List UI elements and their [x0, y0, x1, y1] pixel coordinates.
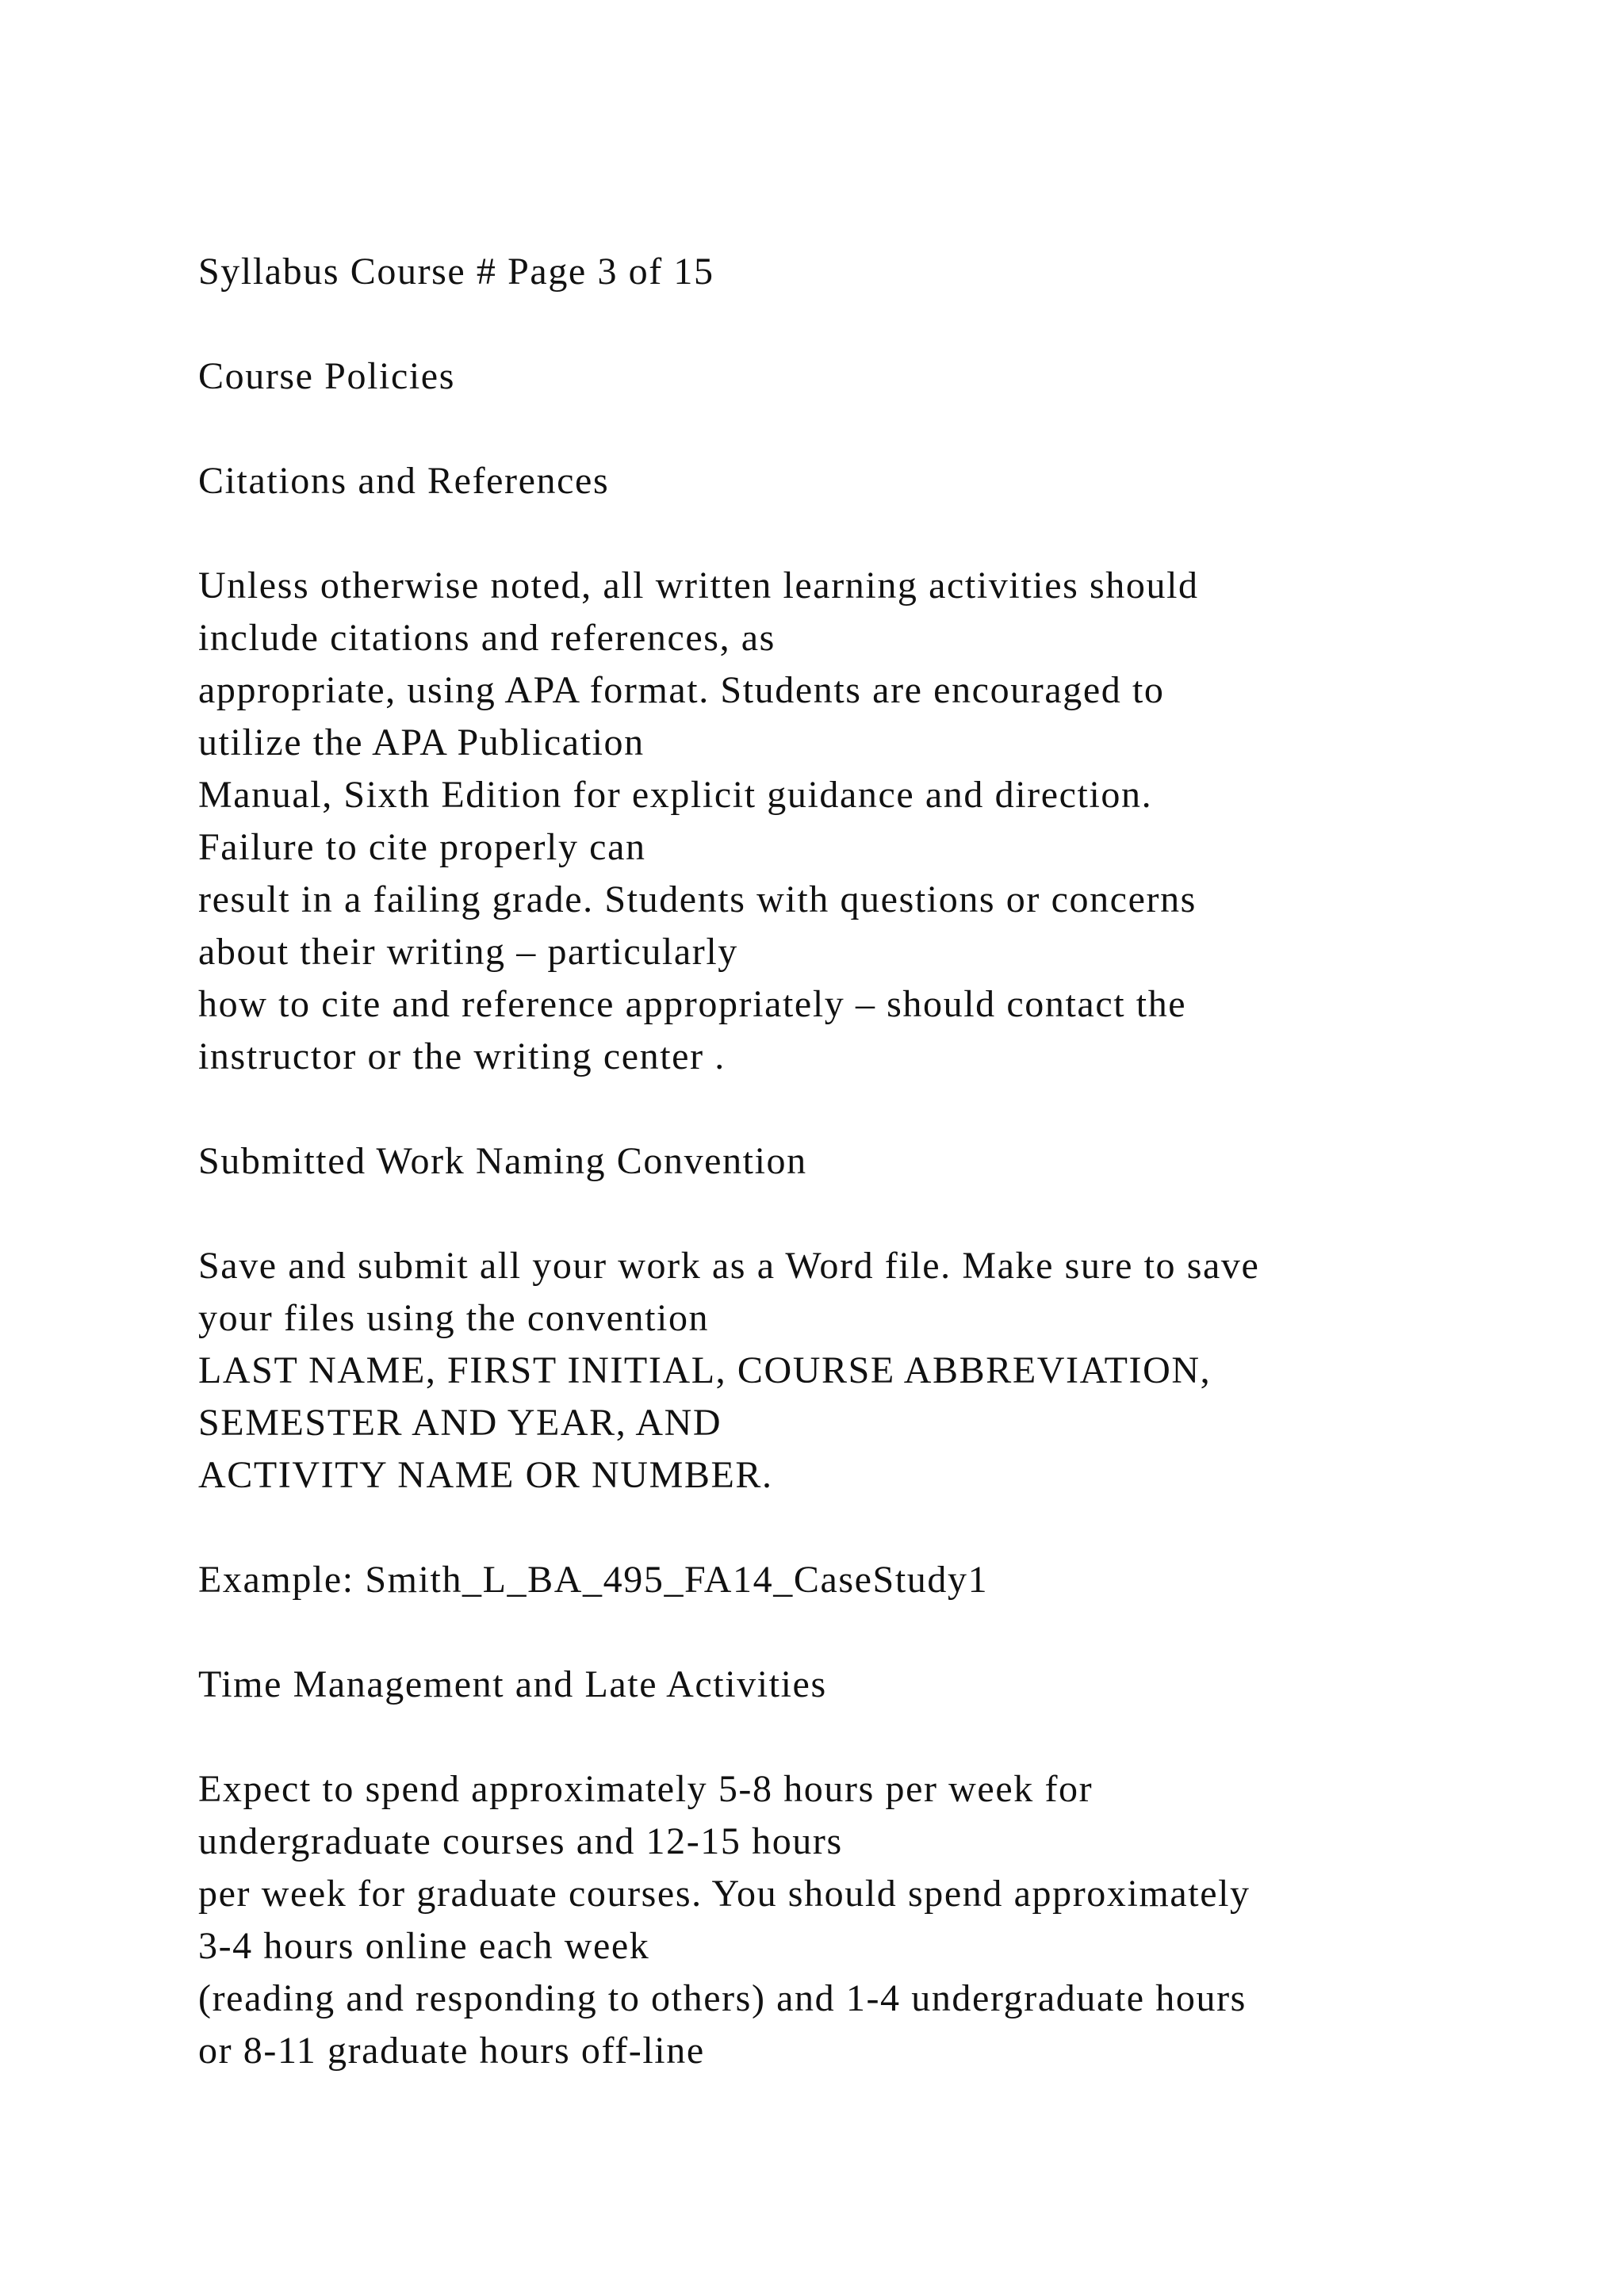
- page-header: Syllabus Course # Page 3 of 15: [198, 251, 714, 293]
- paragraph-line: about their writing – particularly: [198, 931, 738, 973]
- paragraph-naming: [198, 1240, 1562, 1502]
- paragraph-time: [198, 1763, 1562, 2077]
- spacer: [198, 1083, 1562, 1135]
- document-page: [198, 246, 1562, 2077]
- paragraph-line: Expect to spend approximately 5-8 hours per week for: [198, 1768, 1094, 1810]
- heading-citations: Citations and References: [198, 460, 610, 502]
- spacer: [198, 507, 1562, 560]
- paragraph-line: instructor or the writing center .: [198, 1035, 726, 1077]
- paragraph-line: include citations and references, as: [198, 617, 776, 659]
- spacer: [198, 403, 1562, 455]
- paragraph-line: result in a failing grade. Students with questions or concerns: [198, 878, 1197, 920]
- paragraph-line: Save and submit all your work as a Word file. Make sure to save: [198, 1245, 1260, 1287]
- paragraph-line: Manual, Sixth Edition for explicit guidance and direction.: [198, 774, 1153, 816]
- paragraph-line: per week for graduate courses. You should spend approximately: [198, 1873, 1251, 1915]
- spacer: [198, 298, 1562, 350]
- paragraph-line: (reading and responding to others) and 1-4 undergraduate hours: [198, 1977, 1247, 2019]
- spacer: [198, 1502, 1562, 1554]
- paragraph-line: how to cite and reference appropriately – should contact the: [198, 983, 1187, 1025]
- paragraph-citations: [198, 560, 1562, 1083]
- paragraph-line: utilize the APA Publication: [198, 721, 645, 763]
- heading-time-management: Time Management and Late Activities: [198, 1663, 827, 1705]
- naming-example: Example: Smith_L_BA_495_FA14_CaseStudy1: [198, 1559, 989, 1601]
- spacer: [198, 1188, 1562, 1240]
- paragraph-line: Unless otherwise noted, all written learning activities should: [198, 564, 1199, 607]
- paragraph-line: 3-4 hours online each week: [198, 1925, 650, 1967]
- heading-naming-convention: Submitted Work Naming Convention: [198, 1140, 807, 1182]
- spacer: [198, 1711, 1562, 1763]
- paragraph-line: undergraduate courses and 12-15 hours: [198, 1820, 843, 1862]
- paragraph-line: ACTIVITY NAME OR NUMBER.: [198, 1454, 773, 1496]
- paragraph-line: appropriate, using APA format. Students are encouraged to: [198, 669, 1165, 711]
- paragraph-line: or 8-11 graduate hours off-line: [198, 2030, 705, 2072]
- paragraph-line: your files using the convention: [198, 1297, 710, 1339]
- spacer: [198, 1606, 1562, 1659]
- paragraph-line: Failure to cite properly can: [198, 826, 646, 868]
- paragraph-line: LAST NAME, FIRST INITIAL, COURSE ABBREVIATION,: [198, 1349, 1212, 1391]
- section-title-course-policies: Course Policies: [198, 355, 455, 397]
- paragraph-line: SEMESTER AND YEAR, AND: [198, 1402, 722, 1444]
